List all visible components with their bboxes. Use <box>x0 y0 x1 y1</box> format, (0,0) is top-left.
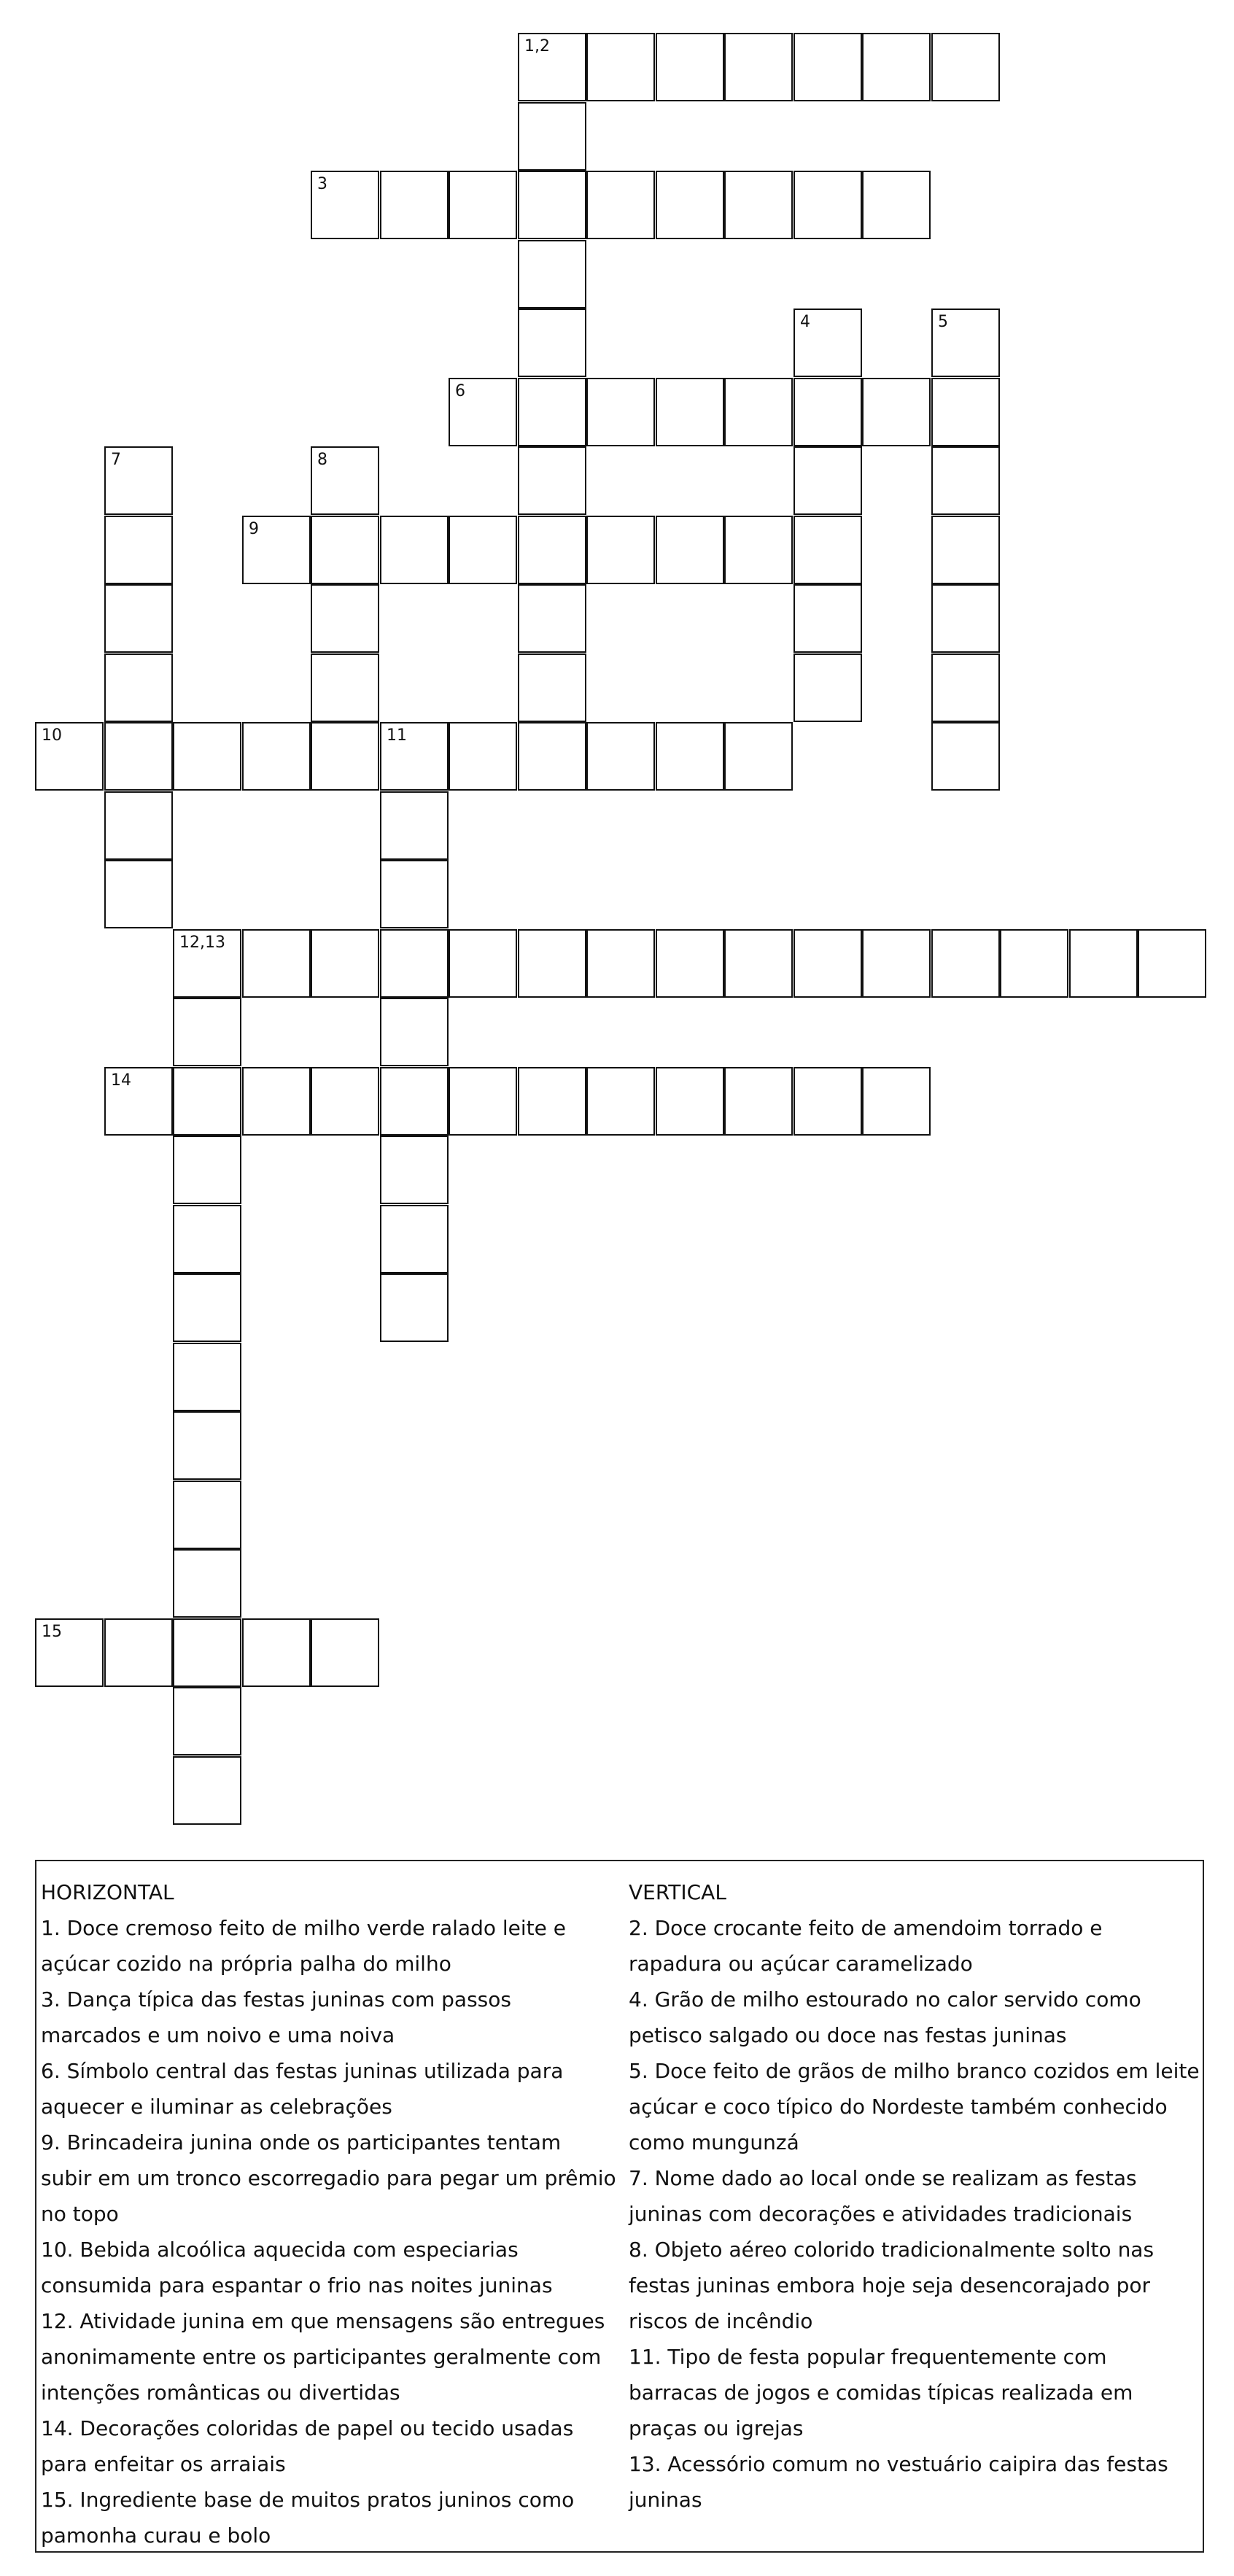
crossword-cell[interactable] <box>242 1067 311 1136</box>
clue-number: 1,2 <box>524 37 550 55</box>
crossword-cell[interactable] <box>380 791 449 860</box>
crossword-cell[interactable] <box>449 929 517 998</box>
crossword-cell[interactable] <box>173 1549 241 1618</box>
crossword-cell[interactable] <box>104 516 173 584</box>
crossword-cell[interactable] <box>518 171 586 239</box>
crossword-cell[interactable] <box>380 1067 449 1136</box>
crossword-cell[interactable] <box>104 1618 173 1687</box>
crossword-cell[interactable] <box>104 1067 173 1136</box>
crossword-cell[interactable] <box>242 929 311 998</box>
vertical-clues <box>629 1874 1202 2518</box>
crossword-cell[interactable] <box>862 171 931 239</box>
vertical-clue: 4. Grão de milho estourado no calor servido como petisco salgado ou doce nas festas juninas <box>629 1987 1141 2047</box>
crossword-cell[interactable] <box>380 516 449 584</box>
crossword-cell[interactable] <box>656 378 724 446</box>
clue-number: 11 <box>387 726 407 745</box>
clue-number: 7 <box>111 451 121 469</box>
clue-number: 5 <box>938 313 948 331</box>
crossword-cell[interactable] <box>656 1067 724 1136</box>
crossword-cell[interactable] <box>931 378 1000 446</box>
vertical-heading: VERTICAL <box>629 1880 726 1904</box>
horizontal-clue: 1. Doce cremoso feito de milho verde ralado leite e açúcar cozido na própria palha do milho <box>41 1916 567 1976</box>
crossword-cell[interactable] <box>173 722 241 791</box>
crossword-cell[interactable] <box>656 516 724 584</box>
clue-number: 10 <box>42 726 62 745</box>
crossword-cell[interactable] <box>586 516 655 584</box>
crossword-cell[interactable] <box>793 378 862 446</box>
crossword-cell[interactable] <box>242 722 311 791</box>
crossword-cell[interactable] <box>518 516 586 584</box>
crossword-cell[interactable] <box>586 33 655 101</box>
crossword-cell[interactable] <box>311 171 379 239</box>
crossword-cell[interactable] <box>518 446 586 515</box>
crossword-cell[interactable] <box>586 1067 655 1136</box>
crossword-cell[interactable] <box>931 33 1000 101</box>
crossword-cell[interactable] <box>518 722 586 791</box>
crossword-cell[interactable] <box>862 1067 931 1136</box>
crossword-cell[interactable] <box>449 516 517 584</box>
crossword-cell[interactable] <box>931 584 1000 653</box>
vertical-clue: 7. Nome dado ao local onde se realizam as festas juninas com decorações e atividades tradicionais <box>629 2166 1137 2226</box>
crossword-cell[interactable] <box>586 171 655 239</box>
crossword-cell[interactable] <box>518 309 586 377</box>
crossword-cell[interactable] <box>724 171 793 239</box>
crossword-cell[interactable] <box>311 653 379 722</box>
crossword-cell[interactable] <box>173 998 241 1066</box>
crossword-cell[interactable] <box>449 1067 517 1136</box>
crossword-cell[interactable] <box>793 171 862 239</box>
horizontal-clues <box>41 1874 617 2553</box>
vertical-clue: 5. Doce feito de grãos de milho branco cozidos em leite açúcar e coco típico do Nordeste também conhecido como mungunzá <box>629 2059 1200 2154</box>
crossword-cell[interactable] <box>173 1136 241 1204</box>
crossword-cell[interactable] <box>724 1067 793 1136</box>
crossword-cell[interactable] <box>931 516 1000 584</box>
clue-number: 4 <box>800 313 810 331</box>
crossword-cell[interactable] <box>656 722 724 791</box>
crossword-cell[interactable] <box>380 929 449 998</box>
clue-number: 12,13 <box>179 934 225 952</box>
crossword-cell[interactable] <box>449 378 517 446</box>
vertical-clue: 8. Objeto aéreo colorido tradicionalmente solto nas festas juninas embora hoje seja desencorajado por riscos de incêndio <box>629 2238 1155 2333</box>
crossword-cell[interactable] <box>35 1618 104 1687</box>
horizontal-clue: 15. Ingrediente base de muitos pratos juninos como pamonha curau e bolo <box>41 2488 575 2548</box>
crossword-cell[interactable] <box>242 1618 311 1687</box>
crossword-cell[interactable] <box>173 1067 241 1136</box>
crossword-cell[interactable] <box>862 378 931 446</box>
crossword-cell[interactable] <box>724 33 793 101</box>
vertical-clue: 11. Tipo de festa popular frequentemente com barracas de jogos e comidas típicas realizada em praças ou igrejas <box>629 2345 1133 2440</box>
crossword-cell[interactable] <box>173 1411 241 1480</box>
crossword-cell[interactable] <box>793 309 862 377</box>
crossword-cell[interactable] <box>380 860 449 928</box>
crossword-cell[interactable] <box>380 171 449 239</box>
clue-number: 9 <box>249 520 259 538</box>
horizontal-clue: 9. Brincadeira junina onde os participantes tentam subir em um tronco escorregadio para pegar um prêmio no topo <box>41 2130 616 2226</box>
crossword-cell[interactable] <box>173 1205 241 1273</box>
crossword-cell[interactable] <box>793 929 862 998</box>
crossword-cell[interactable] <box>518 102 586 171</box>
crossword-cell[interactable] <box>931 929 1000 998</box>
clue-number: 6 <box>455 382 465 400</box>
crossword-cell[interactable] <box>518 33 586 101</box>
crossword-cell[interactable] <box>586 378 655 446</box>
crossword-cell[interactable] <box>931 722 1000 791</box>
clues-box <box>35 1860 1204 2553</box>
crossword-cell[interactable] <box>862 929 931 998</box>
crossword-cell[interactable] <box>173 1343 241 1411</box>
crossword-cell[interactable] <box>104 446 173 515</box>
crossword-cell[interactable] <box>1000 929 1068 998</box>
crossword-cell[interactable] <box>173 1618 241 1687</box>
crossword-cell[interactable] <box>449 171 517 239</box>
clue-number: 15 <box>42 1623 62 1641</box>
crossword-cell[interactable] <box>173 1756 241 1825</box>
crossword-cell[interactable] <box>380 1273 449 1342</box>
crossword-cell[interactable] <box>380 998 449 1066</box>
crossword-cell[interactable] <box>104 653 173 722</box>
crossword-cell[interactable] <box>793 1067 862 1136</box>
crossword-cell[interactable] <box>862 33 931 101</box>
crossword-cell[interactable] <box>656 171 724 239</box>
crossword-cell[interactable] <box>173 1687 241 1756</box>
crossword-cell[interactable] <box>724 516 793 584</box>
crossword-cell[interactable] <box>311 516 379 584</box>
crossword-cell[interactable] <box>311 446 379 515</box>
crossword-cell[interactable] <box>311 1067 379 1136</box>
crossword-cell[interactable] <box>724 722 793 791</box>
crossword-cell[interactable] <box>656 33 724 101</box>
crossword-cell[interactable] <box>104 860 173 928</box>
crossword-cell[interactable] <box>518 929 586 998</box>
clue-number: 3 <box>317 175 327 193</box>
crossword-cell[interactable] <box>793 33 862 101</box>
crossword-cell[interactable] <box>380 722 449 791</box>
crossword-cell[interactable] <box>793 584 862 653</box>
crossword-cell[interactable] <box>793 516 862 584</box>
crossword-cell[interactable] <box>173 1273 241 1342</box>
horizontal-clue: 14. Decorações coloridas de papel ou tecido usadas para enfeitar os arraiais <box>41 2416 574 2476</box>
vertical-clue: 13. Acessório comum no vestuário caipira das festas juninas <box>629 2452 1168 2512</box>
crossword-cell[interactable] <box>586 929 655 998</box>
crossword-cell[interactable] <box>518 653 586 722</box>
crossword-cell[interactable] <box>1069 929 1138 998</box>
crossword-cell[interactable] <box>35 722 104 791</box>
crossword-cell[interactable] <box>518 378 586 446</box>
crossword-cell[interactable] <box>724 929 793 998</box>
crossword-cell[interactable] <box>380 1205 449 1273</box>
crossword-cell[interactable] <box>311 584 379 653</box>
crossword-cell[interactable] <box>104 791 173 860</box>
crossword-cell[interactable] <box>104 722 173 791</box>
vertical-clue: 2. Doce crocante feito de amendoim torrado e rapadura ou açúcar caramelizado <box>629 1916 1103 1976</box>
horizontal-clue: 10. Bebida alcoólica aquecida com especiarias consumida para espantar o frio nas noites juninas <box>41 2238 553 2297</box>
horizontal-heading: HORIZONTAL <box>41 1880 174 1904</box>
crossword-cell[interactable] <box>311 929 379 998</box>
crossword-cell[interactable] <box>724 378 793 446</box>
clue-number: 14 <box>111 1071 131 1090</box>
crossword-cell[interactable] <box>586 722 655 791</box>
horizontal-clue: 3. Dança típica das festas juninas com passos marcados e um noivo e uma noiva <box>41 1987 511 2047</box>
crossword-cell[interactable] <box>1138 929 1206 998</box>
crossword-cell[interactable] <box>793 446 862 515</box>
crossword-cell[interactable] <box>311 1618 379 1687</box>
crossword-cell[interactable] <box>518 584 586 653</box>
crossword-cell[interactable] <box>380 1136 449 1204</box>
clue-number: 8 <box>317 451 327 469</box>
crossword-cell[interactable] <box>173 929 241 998</box>
crossword-cell[interactable] <box>793 653 862 722</box>
crossword-cell[interactable] <box>311 722 379 791</box>
crossword-cell[interactable] <box>931 446 1000 515</box>
horizontal-clue: 6. Símbolo central das festas juninas utilizada para aquecer e iluminar as celebrações <box>41 2059 564 2119</box>
crossword-cell[interactable] <box>104 584 173 653</box>
crossword-cell[interactable] <box>242 516 311 584</box>
crossword-cell[interactable] <box>173 1481 241 1549</box>
crossword-cell[interactable] <box>449 722 517 791</box>
crossword-cell[interactable] <box>518 1067 586 1136</box>
crossword-cell[interactable] <box>518 240 586 309</box>
crossword-cell[interactable] <box>656 929 724 998</box>
crossword-cell[interactable] <box>931 309 1000 377</box>
horizontal-clue: 12. Atividade junina em que mensagens são entregues anonimamente entre os participantes geralmente com intenções românticas ou divertidas <box>41 2309 605 2405</box>
crossword-cell[interactable] <box>931 653 1000 722</box>
